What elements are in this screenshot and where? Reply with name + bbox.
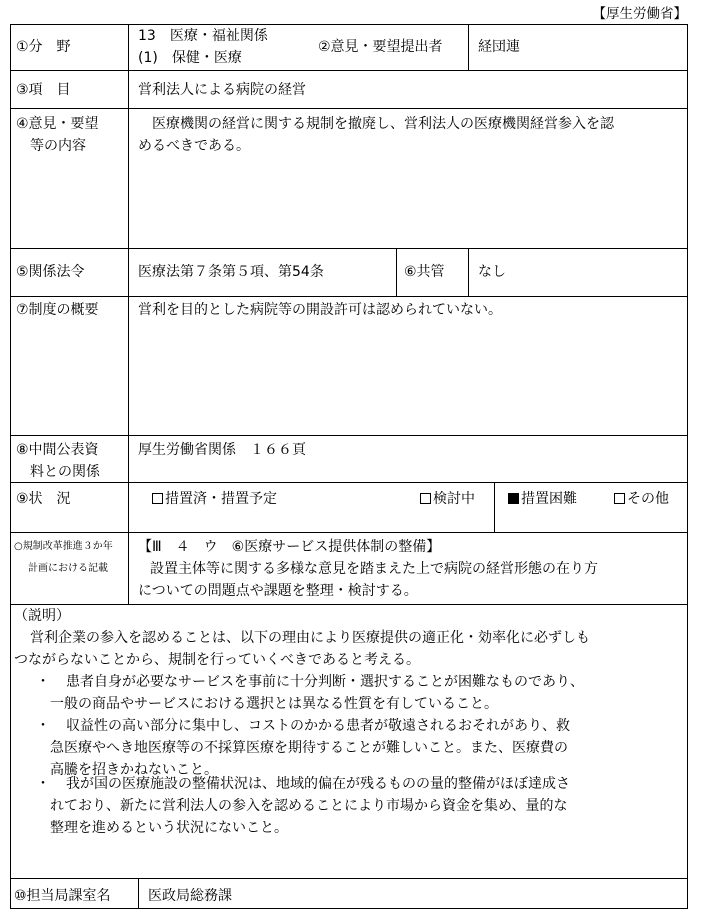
checkbox-icon (152, 493, 163, 504)
request-label-line1: ④意見・要望 (16, 116, 99, 132)
requester-label: ②意見・要望提出者 (318, 39, 443, 55)
responsible-office-label: ⑩担当局課室名 (14, 888, 111, 904)
plan-content-line1: 設置主体等に関する多様な意見を踏まえた上で病院の経営形態の在り方 (150, 561, 598, 577)
request-content-line2: めるべきである。 (138, 138, 250, 154)
interim-report-label-line1: ⑧中間公表資 (16, 442, 99, 458)
reason-1-line2: 一般の商品やサービスにおける選択とは異なる性質を有していること。 (50, 696, 498, 712)
checkbox-icon (420, 493, 431, 504)
requester-value: 経団連 (478, 39, 520, 55)
field-value-line1: 13 医療・福祉関係 (138, 28, 268, 44)
status-option-difficult[interactable]: 措置困難 (508, 489, 577, 509)
system-overview-value: 営利を目的とした病院等の開設許可は認められていない。 (138, 302, 502, 318)
bullet: ・ (36, 674, 50, 690)
field-value-line2: (1) 保健・医療 (138, 50, 242, 66)
status-label: ⑨状 況 (16, 491, 71, 507)
field-label: ①分 野 (16, 39, 71, 55)
interim-report-value: 厚生労働省関係 １６６頁 (138, 442, 306, 458)
reason-3-line3: 整理を進めるという状況にないこと。 (50, 820, 288, 836)
reason-3-line1: 我が国の医療施設の整備状況は、地域的偏在が残るものの量的整備がほぼ達成さ (66, 776, 570, 792)
plan-heading: 【Ⅲ ４ ウ ⑥医療サービス提供体制の整備】 (138, 539, 441, 555)
reason-2-line3: 高騰を招きかねないこと。 (50, 762, 218, 778)
plan-content-line2: についての問題点や課題を整理・検討する。 (138, 583, 418, 599)
explanation-heading: （説明） (14, 608, 70, 624)
status-option-implemented[interactable]: 措置済・措置予定 (152, 489, 277, 509)
interim-report-label-line2: 料との関係 (30, 464, 100, 480)
responsible-office-value: 医政局総務課 (148, 888, 232, 904)
reason-2-line1: 収益性の高い部分に集中し、コストのかかる患者が敬遠されるおそれがあり、救 (66, 718, 570, 734)
reason-1-line1: 患者自身が必要なサービスを事前に十分判断・選択することが困難なものであり、 (66, 674, 584, 690)
related-law-value: 医療法第７条第５項、第54条 (138, 264, 324, 280)
status-option-under-review[interactable]: 検討中 (420, 489, 475, 509)
bullet: ・ (36, 718, 50, 734)
explanation-intro-line2: つながらないことから、規制を行っていくべきであると考える。 (14, 652, 420, 668)
request-label-line2: 等の内容 (30, 138, 86, 154)
explanation-intro-line1: 営利企業の参入を認めることは、以下の理由により医療提供の適正化・効率化に必ずしも (30, 630, 590, 646)
item-label: ③項 目 (16, 82, 71, 98)
ministry-label: 【厚生労働省】 (592, 6, 687, 22)
plan-label-line2: 計画における記載 (28, 563, 108, 574)
reason-2-line2: 急医療やへき地医療等の不採算医療を期待することが難しいこと。また、医療費の (50, 740, 568, 756)
related-law-label: ⑤関係法令 (16, 264, 85, 280)
joint-jurisdiction-label: ⑥共管 (404, 264, 445, 280)
status-option-other[interactable]: その他 (614, 489, 669, 509)
plan-label-line1: ○規制改革推進３か年 (14, 541, 113, 552)
checkbox-icon (614, 493, 625, 504)
request-content-line1: 医療機関の経営に関する規制を撤廃し、営利法人の医療機関経営参入を認 (152, 116, 614, 132)
system-overview-label: ⑦制度の概要 (16, 302, 99, 318)
reason-3-line2: れており、新たに営利法人の参入を認めることにより市場から資金を集め、量的な (50, 798, 568, 814)
bullet: ・ (36, 776, 50, 792)
joint-jurisdiction-value: なし (478, 264, 506, 280)
item-value: 営利法人による病院の経営 (138, 82, 306, 98)
checkbox-checked-icon (508, 493, 519, 504)
